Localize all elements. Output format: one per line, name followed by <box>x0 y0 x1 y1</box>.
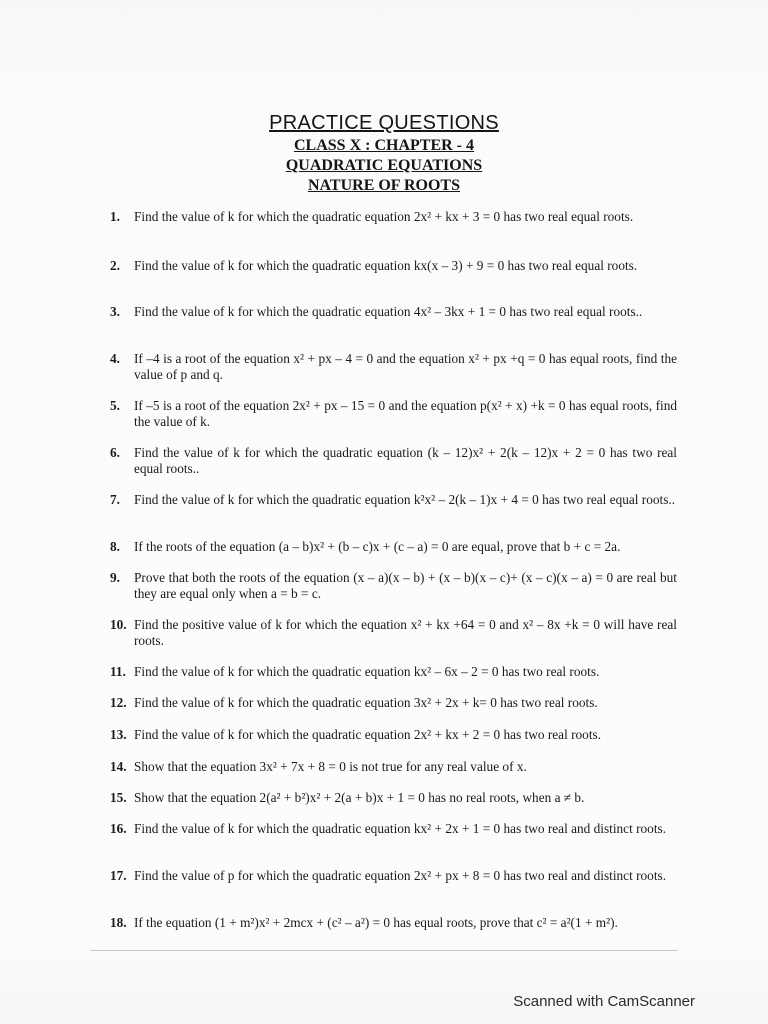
subtopic-heading: NATURE OF ROOTS <box>307 177 460 194</box>
question-item <box>110 727 677 743</box>
question-item <box>110 695 677 711</box>
question-text: Prove that both the roots of the equation (x – a)(x – b) + (x – b)(x – c)+ (x – c)(x – a) = 0 are real but they are equal only when a = b = c. <box>134 570 677 601</box>
question-number: 1. <box>110 209 120 224</box>
question-text: Find the value of k for which the quadratic equation kx² – 6x – 2 = 0 has two real roots. <box>134 664 600 679</box>
question-number: 4. <box>110 351 120 366</box>
question-text: If the roots of the equation (a – b)x² + (b – c)x + (c – a) = 0 are equal, prove that b + c = 2a. <box>134 539 621 554</box>
question-item <box>110 539 677 555</box>
question-item <box>110 868 677 884</box>
question-item <box>110 445 677 477</box>
question-number: 7. <box>110 492 120 507</box>
question-number: 9. <box>110 570 120 585</box>
question-item <box>110 398 677 430</box>
question-item <box>110 664 677 680</box>
question-number: 11. <box>110 664 126 679</box>
question-item <box>110 790 677 806</box>
question-text: If the equation (1 + m²)x² + 2mcx + (c² – a²) = 0 has equal roots, prove that c² = a²(1 + m²). <box>134 915 618 930</box>
question-item <box>110 258 677 274</box>
question-item <box>110 570 677 602</box>
question-item <box>110 351 677 383</box>
question-text: Find the value of p for which the quadratic equation 2x² + px + 8 = 0 has two real and distinct roots. <box>134 868 667 883</box>
question-item <box>110 617 677 649</box>
question-number: 13. <box>110 727 127 742</box>
question-text: Show that the equation 2(a² + b²)x² + 2(a + b)x + 1 = 0 has no real roots, when a ≠ b. <box>134 790 585 805</box>
question-text: Find the value of k for which the quadratic equation 2x² + kx + 2 = 0 has two real roots. <box>134 727 602 742</box>
question-text: Find the value of k for which the quadratic equation kx(x – 3) + 9 = 0 has two real equal roots. <box>134 258 638 273</box>
question-number: 10. <box>110 617 127 632</box>
page-title: PRACTICE QUESTIONS <box>269 112 499 134</box>
question-number: 8. <box>110 539 120 554</box>
question-number: 15. <box>110 790 127 805</box>
question-text: Find the value of k for which the quadratic equation (k – 12)x² + 2(k – 12)x + 2 = 0 has two real equal roots.. <box>134 445 677 476</box>
question-number: 16. <box>110 821 127 836</box>
question-number: 14. <box>110 759 127 774</box>
question-item <box>110 821 677 837</box>
question-text: Find the value of k for which the quadratic equation k²x² – 2(k – 1)x + 4 = 0 has two real equal roots.. <box>134 492 676 507</box>
question-text: Find the positive value of k for which the equation x² + kx +64 = 0 and x² – 8x +k = 0 will have real roots. <box>134 617 677 648</box>
camscanner-watermark: Scanned with CamScanner <box>513 993 695 1010</box>
question-number: 2. <box>110 258 120 273</box>
question-number: 12. <box>110 695 127 710</box>
question-number: 6. <box>110 445 120 460</box>
question-text: If –4 is a root of the equation x² + px – 4 = 0 and the equation x² + px +q = 0 has equal roots, find the value of p and q. <box>134 351 677 382</box>
question-text: Find the value of k for which the quadratic equation 4x² – 3kx + 1 = 0 has two real equal roots.. <box>134 304 643 319</box>
question-item <box>110 759 677 775</box>
question-number: 18. <box>110 915 127 930</box>
question-number: 17. <box>110 868 127 883</box>
class-chapter-heading: CLASS X : CHAPTER - 4 <box>293 137 474 154</box>
question-item <box>110 492 677 508</box>
question-text: Find the value of k for which the quadratic equation 2x² + kx + 3 = 0 has two real equal roots. <box>134 209 634 224</box>
footer-divider <box>90 950 678 951</box>
topic-heading: QUADRATIC EQUATIONS <box>285 157 483 174</box>
question-text: Find the value of k for which the quadratic equation 3x² + 2x + k= 0 has two real roots. <box>134 695 598 710</box>
question-text: Show that the equation 3x² + 7x + 8 = 0 is not true for any real value of x. <box>134 759 527 774</box>
question-item <box>110 304 677 320</box>
question-text: Find the value of k for which the quadratic equation kx² + 2x + 1 = 0 has two real and distinct roots. <box>134 821 667 836</box>
question-number: 5. <box>110 398 120 413</box>
question-text: If –5 is a root of the equation 2x² + px – 15 = 0 and the equation p(x² + x) +k = 0 has equal roots, find the value of k. <box>134 398 677 429</box>
question-item <box>110 209 677 225</box>
question-number: 3. <box>110 304 120 319</box>
question-item <box>110 915 677 931</box>
